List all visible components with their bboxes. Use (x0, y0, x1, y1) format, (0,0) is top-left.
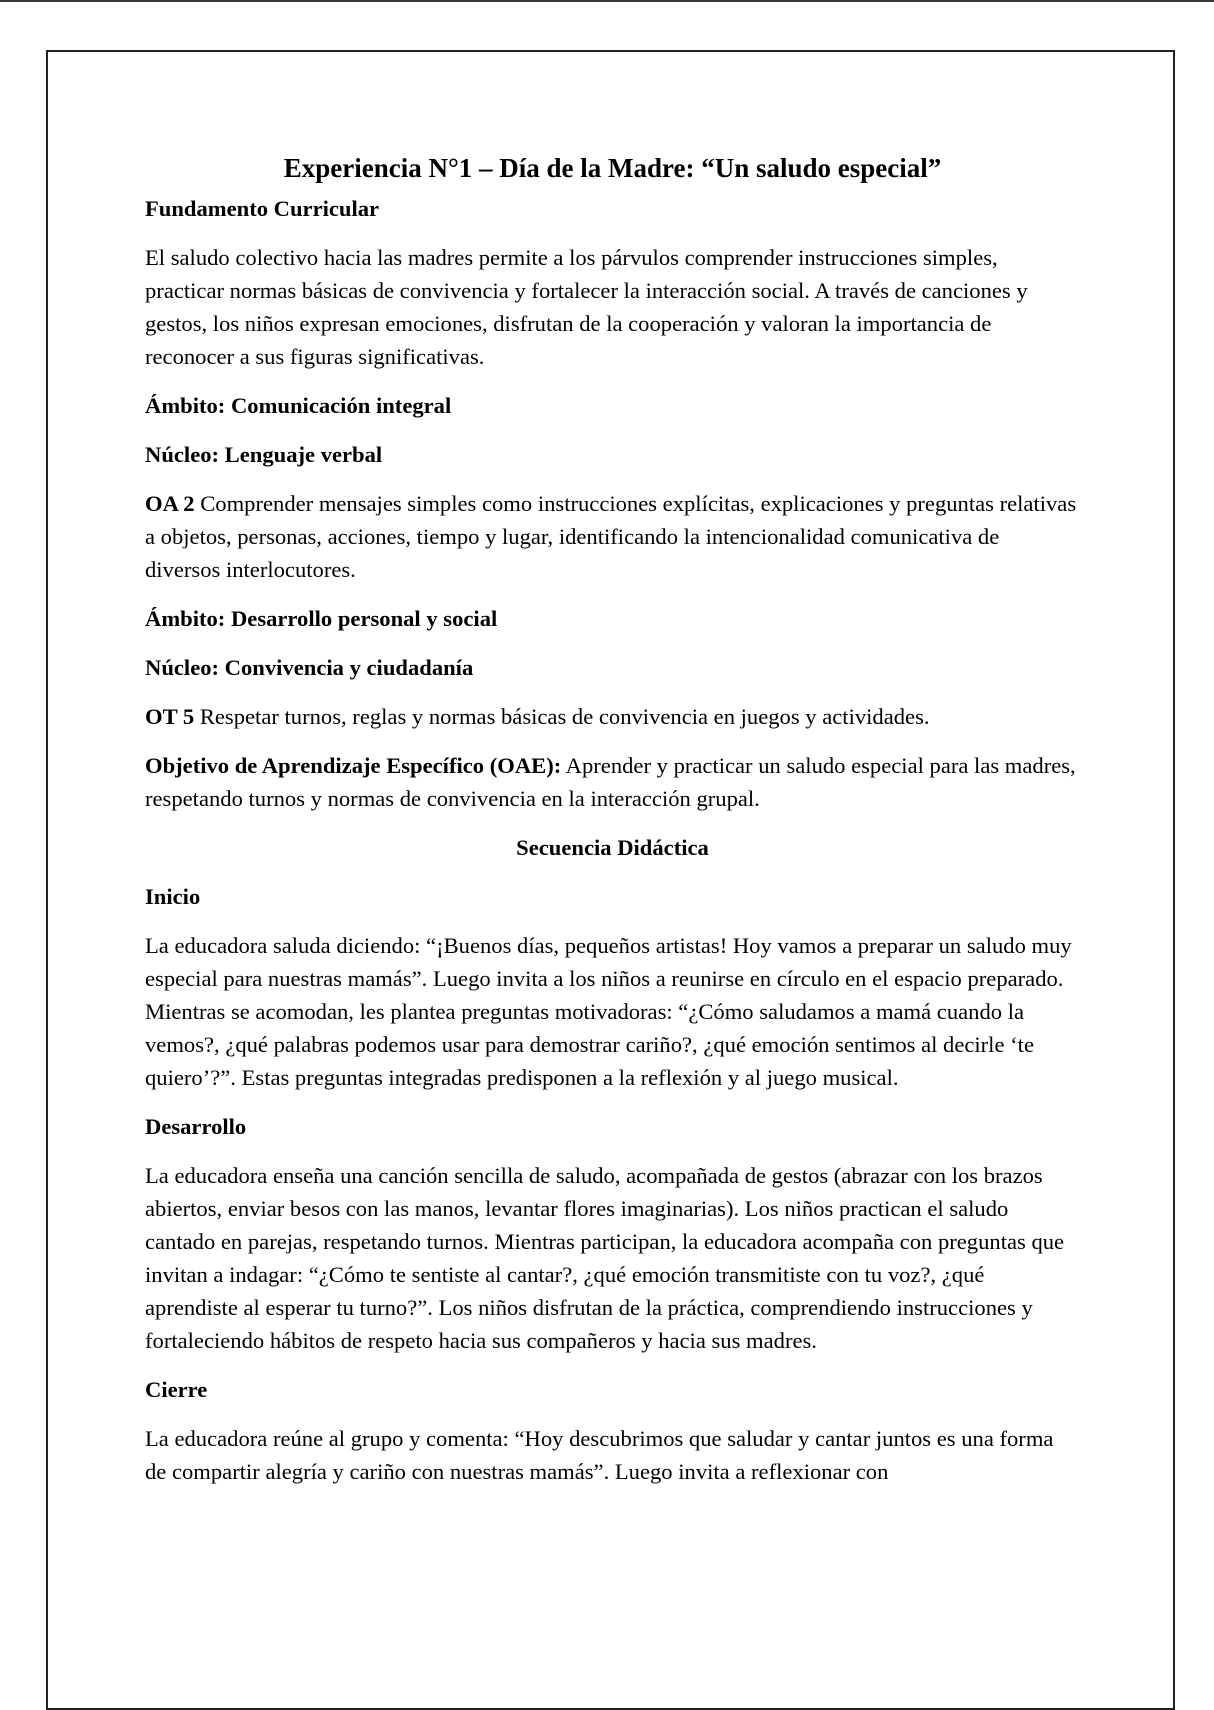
nucleo-convivencia-heading: Núcleo: Convivencia y ciudadanía (145, 655, 474, 680)
top-rule (0, 0, 1214, 2)
cierre-heading: Cierre (145, 1377, 208, 1402)
nucleo-lenguaje-heading: Núcleo: Lenguaje verbal (145, 442, 383, 467)
oa2-text: Comprender mensajes simples como instrucciones explícitas, explicaciones y preguntas relativas a objetos, personas, acciones, tiempo y lugar, identificando la intencionalidad comunicativa de diversos interlocutores. (145, 491, 1077, 582)
desarrollo-paragraph: La educadora enseña una canción sencilla de saludo, acompañada de gestos (abrazar con los brazos abiertos, enviar besos con las manos, levantar flores imaginarias). Los niños practican el saludo cantado en parejas, respetando turnos. Mientras participan, la educadora acompaña con preguntas que invitan a indagar: “¿Cómo te sentiste al cantar?, ¿qué emoción transmitiste con tu voz?, ¿qué aprendiste al esperar tu turno?”. Los niños disfrutan de la práctica, comprendiendo instrucciones y fortaleciendo hábitos de respeto hacia sus compañeros y hacia sus madres. (145, 1163, 1065, 1353)
inicio-paragraph: La educadora saluda diciendo: “¡Buenos días, pequeños artistas! Hoy vamos a preparar un saludo muy especial para nuestras mamás”. Luego invita a los niños a reunirse en círculo en el espacio preparado. Mientras se acomodan, les plantea preguntas motivadoras: “¿Cómo saludamos a mamá cuando la vemos?, ¿qué palabras podemos usar para demostrar cariño?, ¿qué emoción sentimos al decirle ‘te quiero’?”. Estas preguntas integradas predisponen a la reflexión y al juego musical. (145, 933, 1072, 1090)
fundamento-paragraph: El saludo colectivo hacia las madres permite a los párvulos comprender instrucciones simples, practicar normas básicas de convivencia y fortalecer la interacción social. A través de canciones y gestos, los niños expresan emociones, disfrutan de la cooperación y valoran la importancia de reconocer a sus figuras significativas. (145, 245, 1028, 369)
oa2-label: OA 2 (145, 491, 195, 516)
ot5-label: OT 5 (145, 704, 195, 729)
ambito-desarrollo-heading: Ámbito: Desarrollo personal y social (145, 606, 498, 631)
oae-paragraph (145, 749, 1080, 815)
inicio-heading: Inicio (145, 884, 201, 909)
oae-text: Aprender y practicar un saludo especial para las madres, respetando turnos y normas de convivencia en la interacción grupal. (145, 753, 1076, 811)
document-body (145, 148, 1080, 1504)
oa2-paragraph (145, 487, 1080, 586)
document-title: Experiencia N°1 – Día de la Madre: “Un saludo especial” (283, 153, 942, 183)
fundamento-heading: Fundamento Curricular (145, 196, 380, 221)
secuencia-heading: Secuencia Didáctica (516, 835, 709, 860)
oae-label: Objetivo de Aprendizaje Específico (OAE): (145, 753, 562, 778)
ot5-paragraph (145, 700, 1080, 733)
ot5-text: Respetar turnos, reglas y normas básicas de convivencia en juegos y actividades. (194, 704, 930, 729)
desarrollo-heading: Desarrollo (145, 1114, 247, 1139)
cierre-paragraph: La educadora reúne al grupo y comenta: “Hoy descubrimos que saludar y cantar juntos es una forma de compartir alegría y cariño con nuestras mamás”. Luego invita a reflexionar con (145, 1426, 1054, 1484)
ambito-comunicacion-heading: Ámbito: Comunicación integral (145, 393, 452, 418)
